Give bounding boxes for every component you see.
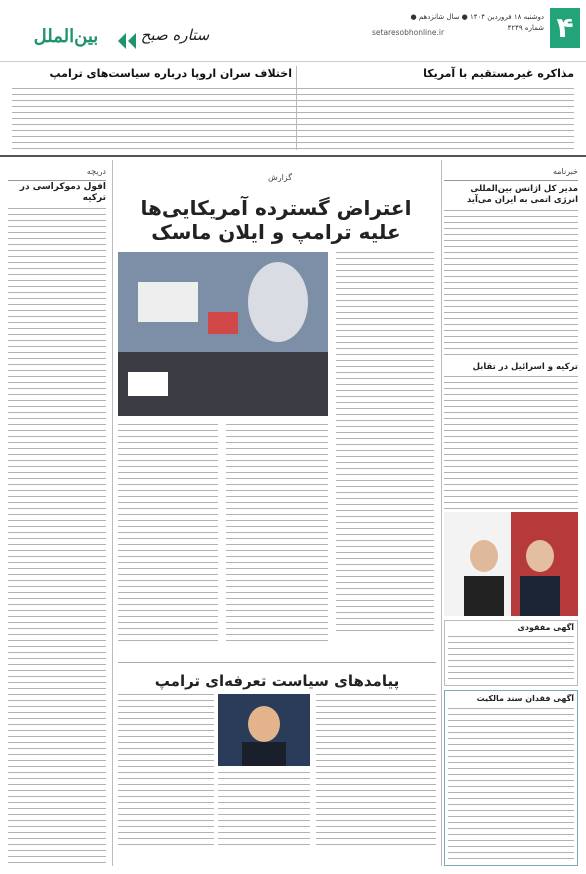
page-number: ۴ <box>550 8 580 48</box>
article-body-text <box>294 88 574 150</box>
second-headline[interactable]: پیامدهای سیاست تعرفه‌ای ترامپ <box>154 672 400 690</box>
top-left-headline[interactable]: اختلاف سران اروپا درباره سیاست‌های ترامپ <box>49 67 292 80</box>
website-url[interactable]: setaresobhonline.ir <box>372 28 445 37</box>
left-column-headline[interactable]: افول دموکراسی در ترکیه <box>19 182 106 203</box>
right-column-kicker: خبرنامه <box>444 167 578 181</box>
article-body-text <box>218 772 310 850</box>
article-body-text <box>12 88 294 150</box>
article-body-text <box>336 252 434 632</box>
divider <box>118 662 436 663</box>
main-headline-line2[interactable]: علیه ترامپ و ایلان ماسک <box>151 220 401 244</box>
section-divider <box>0 155 586 157</box>
article-body-text <box>444 210 578 360</box>
left-column-kicker: دریچه <box>8 167 106 181</box>
article-body-text <box>118 424 218 642</box>
newspaper-logo: ستاره صبح <box>140 26 210 44</box>
article-body-text <box>8 208 106 864</box>
article-body-text <box>316 694 436 850</box>
notice-headline: آگهی فقدان سند مالکیت <box>476 694 574 703</box>
notice-headline: آگهی مفقودی <box>517 623 574 632</box>
column-divider <box>296 66 297 150</box>
main-headline-line1[interactable]: اعتراض گسترده آمریکایی‌ها <box>140 196 412 220</box>
news-item-headline[interactable]: مدیر کل آژانس بین‌المللی انرژی اتمی به ایران می‌آید <box>466 184 578 205</box>
leaders-photo <box>444 512 578 616</box>
dateline: دوشنبه ۱۸ فروردین ۱۴۰۴ ● سال شانزدهم ● شماره ۴۲۴۹ <box>410 13 544 32</box>
top-right-headline[interactable]: مذاکره غیرمستقیم با آمریکا <box>423 67 574 80</box>
section-title: بین‌الملل <box>33 26 99 47</box>
article-body-text <box>444 376 578 510</box>
double-chevron-icon <box>114 33 138 49</box>
notice-body-text <box>448 708 574 860</box>
protest-photo <box>118 252 328 416</box>
article-body-text <box>118 694 214 850</box>
speaker-photo <box>218 694 310 766</box>
article-body-text <box>226 424 328 642</box>
notice-body-text <box>448 636 574 682</box>
news-item-headline[interactable]: ترکیه و اسرائیل در تقابل <box>472 362 578 372</box>
center-kicker: گزارش <box>267 173 293 182</box>
